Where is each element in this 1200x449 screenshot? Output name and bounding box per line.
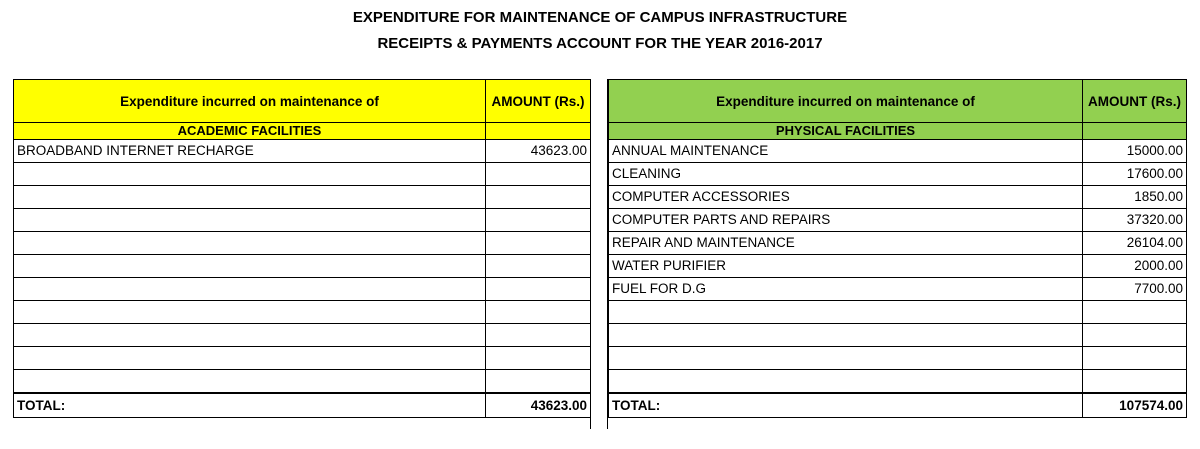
table-row [14, 163, 591, 186]
table-row [14, 140, 591, 163]
amount-cell: 17600.00 [1083, 163, 1187, 186]
amount-cell [486, 370, 591, 394]
table-row [609, 186, 1187, 209]
amount-cell [486, 232, 591, 255]
table-row [14, 347, 591, 370]
amount-cell [486, 255, 591, 278]
item-cell: BROADBAND INTERNET RECHARGE [14, 140, 486, 163]
table-row [14, 209, 591, 232]
table-row [609, 209, 1187, 232]
table-row [14, 255, 591, 278]
academic-amount-header: AMOUNT (Rs.) [486, 80, 591, 123]
table-row [609, 255, 1187, 278]
item-cell: REPAIR AND MAINTENANCE [609, 232, 1083, 255]
amount-cell [1083, 370, 1187, 394]
table-row [14, 324, 591, 347]
table-row [609, 347, 1187, 370]
item-cell [14, 255, 486, 278]
amount-cell: 43623.00 [486, 140, 591, 163]
table-row [609, 324, 1187, 347]
item-cell [14, 186, 486, 209]
item-cell: ANNUAL MAINTENANCE [609, 140, 1083, 163]
amount-cell: 26104.00 [1083, 232, 1187, 255]
amount-cell [486, 278, 591, 301]
amount-cell [486, 301, 591, 324]
item-cell: CLEANING [609, 163, 1083, 186]
table-row [609, 301, 1187, 324]
table-row [609, 232, 1187, 255]
page-subtitle: RECEIPTS & PAYMENTS ACCOUNT FOR THE YEAR 2016-2017 [377, 35, 823, 52]
physical-category: PHYSICAL FACILITIES [609, 123, 1083, 140]
item-cell [14, 278, 486, 301]
table-row [609, 278, 1187, 301]
academic-header: Expenditure incurred on maintenance of [14, 80, 486, 123]
item-cell: COMPUTER PARTS AND REPAIRS [609, 209, 1083, 232]
amount-cell [1083, 324, 1187, 347]
item-cell [14, 370, 486, 394]
item-cell: FUEL FOR D.G [609, 278, 1083, 301]
column-separator [590, 79, 608, 429]
item-cell [609, 370, 1083, 394]
physical-amount-header: AMOUNT (Rs.) [1083, 80, 1187, 123]
item-cell [14, 324, 486, 347]
amount-cell: 15000.00 [1083, 140, 1187, 163]
item-cell [609, 324, 1083, 347]
item-cell [609, 347, 1083, 370]
item-cell [14, 232, 486, 255]
item-cell: COMPUTER ACCESSORIES [609, 186, 1083, 209]
table-row [14, 232, 591, 255]
academic-facilities-table [13, 79, 591, 418]
physical-header: Expenditure incurred on maintenance of [609, 80, 1083, 123]
amount-cell [1083, 301, 1187, 324]
physical-total-label: TOTAL: [609, 393, 1083, 418]
item-cell [14, 301, 486, 324]
item-cell: WATER PURIFIER [609, 255, 1083, 278]
table-row [14, 301, 591, 324]
amount-cell [486, 347, 591, 370]
table-row [609, 140, 1187, 163]
amount-cell [1083, 347, 1187, 370]
academic-total-label: TOTAL: [14, 393, 486, 418]
table-row [609, 163, 1187, 186]
academic-category: ACADEMIC FACILITIES [14, 123, 486, 140]
item-cell [14, 347, 486, 370]
table-row [14, 278, 591, 301]
physical-facilities-table [608, 79, 1187, 418]
academic-total-amount: 43623.00 [486, 393, 591, 418]
amount-cell: 7700.00 [1083, 278, 1187, 301]
amount-cell [486, 163, 591, 186]
amount-cell [486, 186, 591, 209]
table-row [609, 370, 1187, 394]
physical-total-amount: 107574.00 [1083, 393, 1187, 418]
item-cell [609, 301, 1083, 324]
page-title: EXPENDITURE FOR MAINTENANCE OF CAMPUS INFRASTRUCTURE [352, 9, 848, 26]
item-cell [14, 163, 486, 186]
amount-cell [486, 324, 591, 347]
amount-cell: 1850.00 [1083, 186, 1187, 209]
amount-cell: 2000.00 [1083, 255, 1187, 278]
table-row [14, 370, 591, 394]
item-cell [14, 209, 486, 232]
amount-cell [486, 209, 591, 232]
table-row [14, 186, 591, 209]
amount-cell: 37320.00 [1083, 209, 1187, 232]
